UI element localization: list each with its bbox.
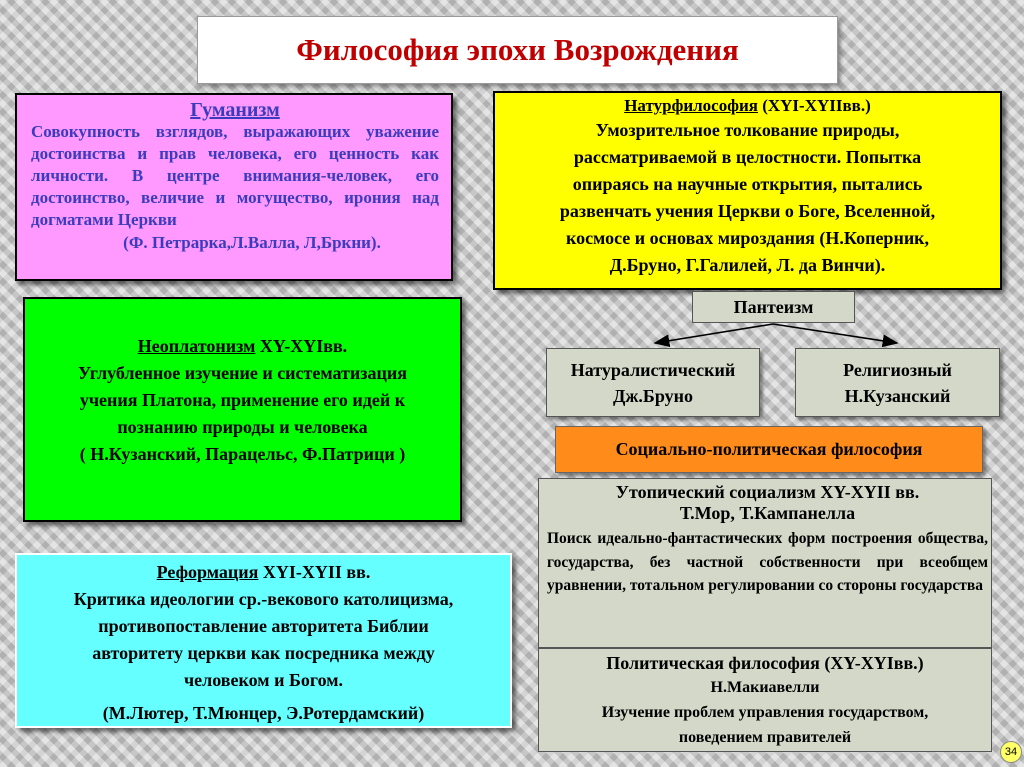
religious-box [795, 348, 1000, 417]
arrow-to-religious [773, 324, 897, 343]
natur-period: (XYI-XYIIвв.) [762, 96, 871, 115]
neoplatonism-period: XY-XYIвв. [259, 336, 348, 356]
reformation-authors: (М.Лютер, Т.Мюнцер, Э.Ротердамский) [102, 703, 425, 723]
political-line: поведением правителей [678, 729, 852, 746]
religious-label: Религиозный [843, 360, 952, 380]
neoplatonism-line: ( Н.Кузанский, Парацельс, Ф.Патрици ) [79, 444, 406, 464]
reformation-line: человеком и Богом. [184, 670, 343, 690]
natur-line: Д.Бруно, Г.Галилей, Л. да Винчи). [609, 255, 886, 275]
natur-box [493, 91, 1002, 290]
natur-line: рассматриваемой в целостности. Попытка [573, 147, 922, 167]
humanism-line: догматами Церкви [31, 210, 177, 229]
natur-header [499, 96, 996, 116]
utopian-line: построения общества, государства, без частной [547, 530, 988, 571]
reformation-line: противопоставление авторитета Библии [98, 616, 429, 636]
natur-line: развенчать учения Церкви о Боге, Вселенной, [559, 201, 936, 221]
humanism-box [15, 93, 453, 281]
naturalistic-box [546, 348, 760, 417]
neoplatonism-box [23, 297, 462, 522]
political-line: Изучение проблем управления государством, [601, 704, 929, 721]
humanism-line: Совокупность взглядов, выражающих [31, 122, 351, 141]
humanism-title: Гуманизм [190, 99, 280, 121]
humanism-text [31, 121, 439, 231]
natur-line: космосе и основах мироздания (Н.Коперник, [565, 228, 930, 248]
naturalistic-label: Натуралистический [570, 360, 736, 380]
utopian-line: государства [900, 577, 984, 594]
humanism-line: величие и могущество, ирония над [141, 188, 439, 207]
neoplatonism-line: учения Платона, применение его идей к [79, 390, 406, 410]
reformation-box [15, 553, 512, 728]
humanism-line: его ценность как личности. В центре [31, 144, 440, 185]
neoplatonism-line: Углубленное изучение и систематизация [78, 363, 407, 383]
humanism-line: уважение достоинства и прав человека, [31, 122, 440, 163]
title-box [197, 16, 838, 84]
arrow-to-naturalistic [655, 324, 773, 343]
page-number-text: 34 [1004, 746, 1018, 758]
reformation-line: Критика идеологии ср.-векового католицизма, [73, 589, 454, 609]
natur-line: Умозрительное толкование природы, [595, 120, 900, 140]
page-title: Философия эпохи Возрождения [296, 32, 739, 67]
reformation-period: XYI-XYII вв. [262, 562, 371, 582]
neoplatonism-line: познанию природы и человека [117, 417, 368, 437]
political-title: Политическая философия (XY-XYIвв.) [606, 653, 924, 673]
neoplatonism-title: Неоплатонизм [137, 336, 256, 356]
humanism-line: внимания-человек, его достоинство, [31, 166, 439, 207]
naturalistic-author: Дж.Бруно [613, 386, 693, 406]
utopian-box [538, 478, 992, 648]
natur-line: опираясь на научные открытия, пытались [572, 174, 923, 194]
utopian-authors: Т.Мор, Т.Кампанелла [679, 503, 856, 523]
political-box [538, 648, 992, 752]
utopian-line: тотальном регулировании со стороны [629, 577, 897, 594]
utopian-text [547, 527, 988, 598]
reformation-title: Реформация [156, 562, 259, 582]
political-author: Н.Макиавелли [710, 679, 820, 696]
utopian-line: собственности при всеобщем уравнении, [547, 553, 988, 594]
page-number [1000, 741, 1022, 763]
reformation-header [17, 559, 510, 586]
reformation-line: авторитету церкви как посредника между [92, 643, 435, 663]
utopian-title: Утопический социализм XY-XYII вв. [615, 482, 920, 502]
natur-title: Натурфилософия [624, 96, 758, 115]
humanism-authors: (Ф. Петрарка,Л.Валла, Л,Бркни). [123, 233, 381, 252]
social-political-title: Социально-политическая философия [615, 439, 923, 459]
pantheism-box [692, 291, 855, 323]
utopian-line: Поиск идеально-фантастических форм [547, 530, 826, 547]
neoplatonism-header [25, 333, 460, 360]
social-political-box [555, 426, 983, 473]
pantheism-title: Пантеизм [733, 296, 814, 317]
religious-author: Н.Кузанский [844, 386, 951, 406]
